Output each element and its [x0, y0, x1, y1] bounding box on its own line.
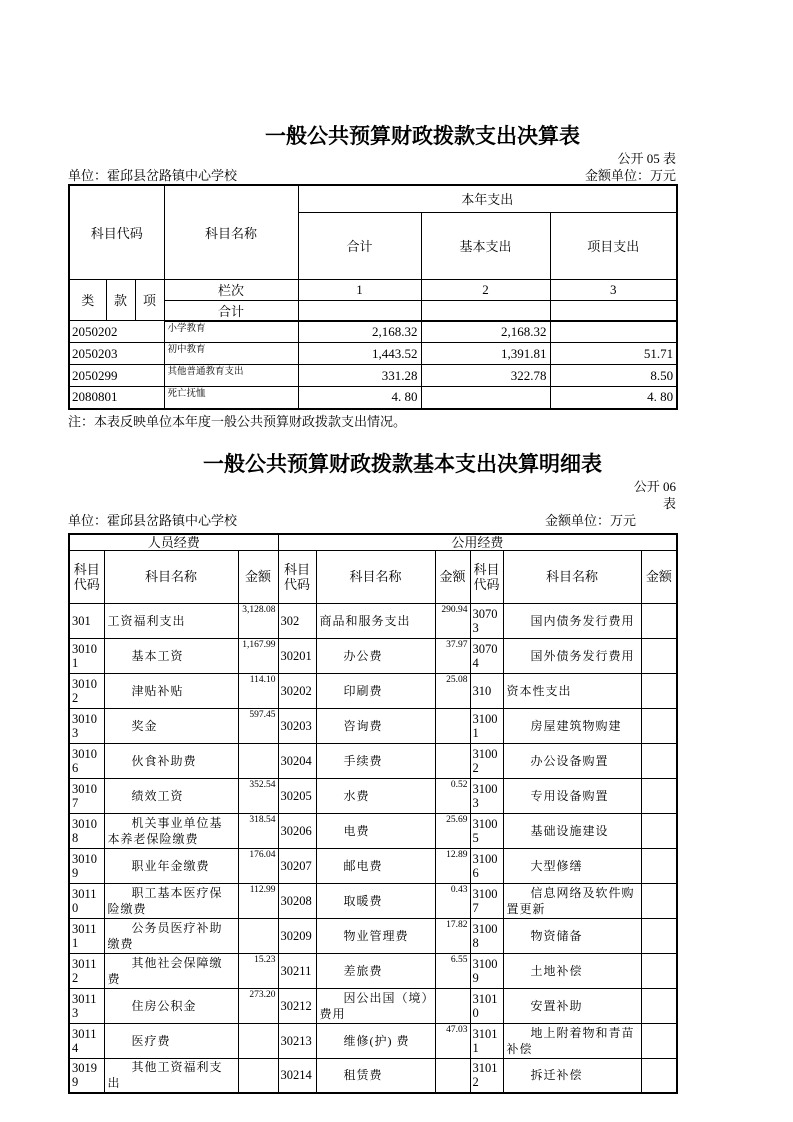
amount-cell	[641, 918, 677, 953]
amount-cell: 25.08	[435, 673, 470, 708]
project-expenditure-header: 项目支出	[550, 212, 677, 279]
table06-amount-unit-label: 金额单位：万元	[544, 512, 636, 528]
name-cell: 职业年金缴费	[104, 848, 238, 883]
amount-cell: 114.10	[238, 673, 278, 708]
amount-header: 金额	[435, 550, 470, 603]
code-cell: 30212	[278, 988, 316, 1023]
amount-cell: 176.04	[238, 848, 278, 883]
name-cell: 信息网络及软件购置更新	[503, 883, 641, 918]
project-amount-cell: 51.71	[550, 343, 677, 365]
table05-body	[69, 321, 677, 409]
code-cell: 30112	[69, 953, 104, 988]
code-cell: 31010	[470, 988, 503, 1023]
name-cell: 电费	[316, 813, 435, 848]
table06-sheet-label-line1: 公开 06	[633, 478, 676, 494]
name-cell: 绩效工资	[104, 778, 238, 813]
code-cell: 30208	[278, 883, 316, 918]
table-row	[69, 673, 677, 708]
name-cell: 办公设备购置	[503, 743, 641, 778]
name-cell: 其他普通教育支出	[164, 365, 298, 387]
code-cell: 31001	[470, 708, 503, 743]
total-amount-cell: 1,443.52	[298, 343, 421, 365]
table05-unit-label: 单位：霍邱县岔路镇中心学校	[68, 168, 238, 183]
name-cell: 水费	[316, 778, 435, 813]
name-cell: 地上附着物和青苗补偿	[503, 1023, 641, 1058]
code-cell: 30205	[278, 778, 316, 813]
table06-meta-row	[68, 512, 676, 529]
table-row	[69, 813, 677, 848]
column-index-1: 1	[298, 279, 421, 300]
code-cell: 30102	[69, 673, 104, 708]
code-header: 科目代码	[278, 550, 316, 603]
amount-cell	[435, 988, 470, 1023]
name-cell: 其他社会保障缴费	[104, 953, 238, 988]
item-header: 项	[135, 279, 164, 321]
name-cell: 咨询费	[316, 708, 435, 743]
code-cell: 30201	[278, 638, 316, 673]
amount-cell	[641, 1058, 677, 1093]
name-cell: 基础设施建设	[503, 813, 641, 848]
amount-cell: 112.99	[238, 883, 278, 918]
name-cell: 取暖费	[316, 883, 435, 918]
table-row	[69, 343, 677, 365]
table05-amount-unit-label: 金额单位：万元	[584, 168, 676, 183]
code-cell: 30106	[69, 743, 104, 778]
name-cell: 住房公积金	[104, 988, 238, 1023]
code-cell: 30108	[69, 813, 104, 848]
total-header: 合计	[298, 212, 421, 279]
subject-code-header: 科目代码	[69, 185, 164, 279]
code-cell: 30213	[278, 1023, 316, 1058]
project-amount-cell: 4. 80	[550, 387, 677, 409]
amount-cell: 6.55	[435, 953, 470, 988]
name-cell: 伙食补助费	[104, 743, 238, 778]
code-cell: 31006	[470, 848, 503, 883]
name-header: 科目名称	[503, 550, 641, 603]
amount-cell: 17.82	[435, 918, 470, 953]
table-row	[69, 387, 677, 409]
code-cell: 30703	[470, 603, 503, 638]
name-cell: 医疗费	[104, 1023, 238, 1058]
table-row	[69, 1058, 677, 1093]
personnel-funds-header: 人员经费	[69, 534, 278, 551]
table05-title: 一般公共预算财政拨款支出决算表	[265, 125, 580, 148]
class-header: 类	[69, 279, 106, 321]
current-year-header: 本年支出	[298, 185, 677, 212]
total-row-label: 合计	[164, 300, 298, 321]
table-header-row	[69, 185, 677, 212]
amount-cell: 273.20	[238, 988, 278, 1023]
table05-note: 注：本表反映单位本年度一般公共预算财政拨款支出情况。	[68, 413, 407, 429]
code-cell: 30206	[278, 813, 316, 848]
amount-cell: 15.23	[238, 953, 278, 988]
total-row-basic	[421, 300, 550, 321]
section-table05	[0, 124, 793, 430]
total-amount-cell: 331.28	[298, 365, 421, 387]
amount-cell: 318.54	[238, 813, 278, 848]
column-index-3: 3	[550, 279, 677, 300]
amount-cell	[435, 743, 470, 778]
table-header-row	[69, 550, 677, 603]
amount-cell: 47.03	[435, 1023, 470, 1058]
project-amount-cell	[550, 321, 677, 343]
amount-cell: 0.43	[435, 883, 470, 918]
code-cell: 30114	[69, 1023, 104, 1058]
code-cell: 31007	[470, 883, 503, 918]
name-cell: 邮电费	[316, 848, 435, 883]
name-cell: 国外债务发行费用	[503, 638, 641, 673]
table-row	[69, 603, 677, 638]
code-cell: 31011	[470, 1023, 503, 1058]
column-index-2: 2	[421, 279, 550, 300]
amount-cell	[238, 1023, 278, 1058]
total-row-project	[550, 300, 677, 321]
name-cell: 商品和服务支出	[316, 603, 435, 638]
code-cell: 30199	[69, 1058, 104, 1093]
code-cell: 30203	[278, 708, 316, 743]
name-cell: 租赁费	[316, 1058, 435, 1093]
amount-cell	[641, 708, 677, 743]
name-cell: 机关事业单位基本养老保险缴费	[104, 813, 238, 848]
basic-amount-cell: 2,168.32	[421, 321, 550, 343]
amount-cell: 3,128.08	[238, 603, 278, 638]
table06-sheet-label-line2: 表	[662, 495, 676, 511]
code-cell: 31012	[470, 1058, 503, 1093]
total-row-total	[298, 300, 421, 321]
table-row	[69, 321, 677, 343]
amount-cell	[641, 953, 677, 988]
code-cell: 30704	[470, 638, 503, 673]
name-cell: 津贴补贴	[104, 673, 238, 708]
table-header-row	[69, 279, 677, 300]
basic-expenditure-header: 基本支出	[421, 212, 550, 279]
table-row	[69, 848, 677, 883]
name-cell: 拆迁补偿	[503, 1058, 641, 1093]
table-row	[69, 638, 677, 673]
amount-cell: 290.94	[435, 603, 470, 638]
public-funds-header: 公用经费	[278, 534, 677, 551]
code-cell: 30209	[278, 918, 316, 953]
code-cell: 31009	[470, 953, 503, 988]
table06-body	[69, 603, 677, 1093]
code-header: 科目代码	[69, 550, 104, 603]
table05-sheet-label: 公开 05 表	[617, 151, 676, 166]
name-cell: 手续费	[316, 743, 435, 778]
amount-cell: 12.89	[435, 848, 470, 883]
code-cell: 2050202	[69, 321, 164, 343]
amount-cell	[435, 708, 470, 743]
name-cell: 物资储备	[503, 918, 641, 953]
code-cell: 30207	[278, 848, 316, 883]
table-row	[69, 1023, 677, 1058]
amount-cell	[641, 848, 677, 883]
name-cell: 国内债务发行费用	[503, 603, 641, 638]
table-row	[69, 365, 677, 387]
name-cell: 小学教育	[164, 321, 298, 343]
code-cell: 30214	[278, 1058, 316, 1093]
name-cell: 因公出国（境）费用	[316, 988, 435, 1023]
section-table06	[0, 452, 793, 1095]
amount-cell	[238, 743, 278, 778]
table-row	[69, 988, 677, 1023]
table-row	[69, 883, 677, 918]
column-index-label: 栏次	[164, 279, 298, 300]
total-amount-cell: 2,168.32	[298, 321, 421, 343]
table-row	[69, 953, 677, 988]
name-cell: 差旅费	[316, 953, 435, 988]
name-cell: 土地补偿	[503, 953, 641, 988]
subject-name-header: 科目名称	[164, 185, 298, 279]
name-cell: 基本工资	[104, 638, 238, 673]
name-cell: 维修(护) 费	[316, 1023, 435, 1058]
name-cell: 办公费	[316, 638, 435, 673]
code-cell: 31002	[470, 743, 503, 778]
code-cell: 30110	[69, 883, 104, 918]
code-cell: 31008	[470, 918, 503, 953]
name-cell: 死亡抚恤	[164, 387, 298, 409]
name-cell: 大型修缮	[503, 848, 641, 883]
amount-cell	[641, 883, 677, 918]
code-cell: 30111	[69, 918, 104, 953]
amount-cell	[238, 1058, 278, 1093]
code-cell: 30211	[278, 953, 316, 988]
name-cell: 资本性支出	[503, 673, 641, 708]
code-cell: 30103	[69, 708, 104, 743]
code-cell: 2050299	[69, 365, 164, 387]
name-cell: 工资福利支出	[104, 603, 238, 638]
code-cell: 2050203	[69, 343, 164, 365]
name-header: 科目名称	[104, 550, 238, 603]
amount-cell	[641, 603, 677, 638]
amount-cell	[641, 743, 677, 778]
total-amount-cell: 4. 80	[298, 387, 421, 409]
code-cell: 310	[470, 673, 503, 708]
basic-amount-cell	[421, 387, 550, 409]
table06	[68, 533, 678, 1095]
name-cell: 物业管理费	[316, 918, 435, 953]
name-cell: 其他工资福利支出	[104, 1058, 238, 1093]
code-cell: 30202	[278, 673, 316, 708]
amount-cell	[641, 813, 677, 848]
basic-amount-cell: 1,391.81	[421, 343, 550, 365]
code-cell: 301	[69, 603, 104, 638]
amount-cell	[238, 918, 278, 953]
amount-cell	[641, 778, 677, 813]
code-cell: 31005	[470, 813, 503, 848]
amount-header: 金额	[238, 550, 278, 603]
table06-header	[69, 534, 677, 604]
table05-meta-row	[68, 167, 676, 184]
code-cell: 2080801	[69, 387, 164, 409]
name-cell: 奖金	[104, 708, 238, 743]
code-header: 科目代码	[470, 550, 503, 603]
name-cell: 公务员医疗补助缴费	[104, 918, 238, 953]
name-cell: 印刷费	[316, 673, 435, 708]
amount-cell: 0.52	[435, 778, 470, 813]
code-cell: 30107	[69, 778, 104, 813]
amount-cell: 352.54	[238, 778, 278, 813]
amount-cell	[435, 1058, 470, 1093]
section-header: 款	[106, 279, 135, 321]
amount-header: 金额	[641, 550, 677, 603]
table05	[68, 184, 678, 410]
name-cell: 初中教育	[164, 343, 298, 365]
code-cell: 30101	[69, 638, 104, 673]
code-cell: 30204	[278, 743, 316, 778]
table-row	[69, 778, 677, 813]
table06-unit-label: 单位：霍邱县岔路镇中心学校	[68, 512, 238, 528]
amount-cell	[641, 988, 677, 1023]
amount-cell	[641, 673, 677, 708]
code-cell: 302	[278, 603, 316, 638]
basic-amount-cell: 322.78	[421, 365, 550, 387]
code-cell: 30113	[69, 988, 104, 1023]
name-cell: 职工基本医疗保险缴费	[104, 883, 238, 918]
table-row	[69, 743, 677, 778]
amount-cell: 25.69	[435, 813, 470, 848]
amount-cell	[641, 638, 677, 673]
amount-cell: 597.45	[238, 708, 278, 743]
table-header-row	[69, 534, 677, 551]
code-cell: 30109	[69, 848, 104, 883]
name-cell: 专用设备购置	[503, 778, 641, 813]
name-cell: 安置补助	[503, 988, 641, 1023]
amount-cell: 1,167.99	[238, 638, 278, 673]
name-header: 科目名称	[316, 550, 435, 603]
table06-title: 一般公共预算财政拨款基本支出决算明细表	[203, 452, 602, 476]
amount-cell: 37.97	[435, 638, 470, 673]
table-row	[69, 918, 677, 953]
table05-header	[69, 185, 677, 321]
amount-cell	[641, 1023, 677, 1058]
project-amount-cell: 8.50	[550, 365, 677, 387]
name-cell: 房屋建筑物购建	[503, 708, 641, 743]
table-row	[69, 708, 677, 743]
code-cell: 31003	[470, 778, 503, 813]
